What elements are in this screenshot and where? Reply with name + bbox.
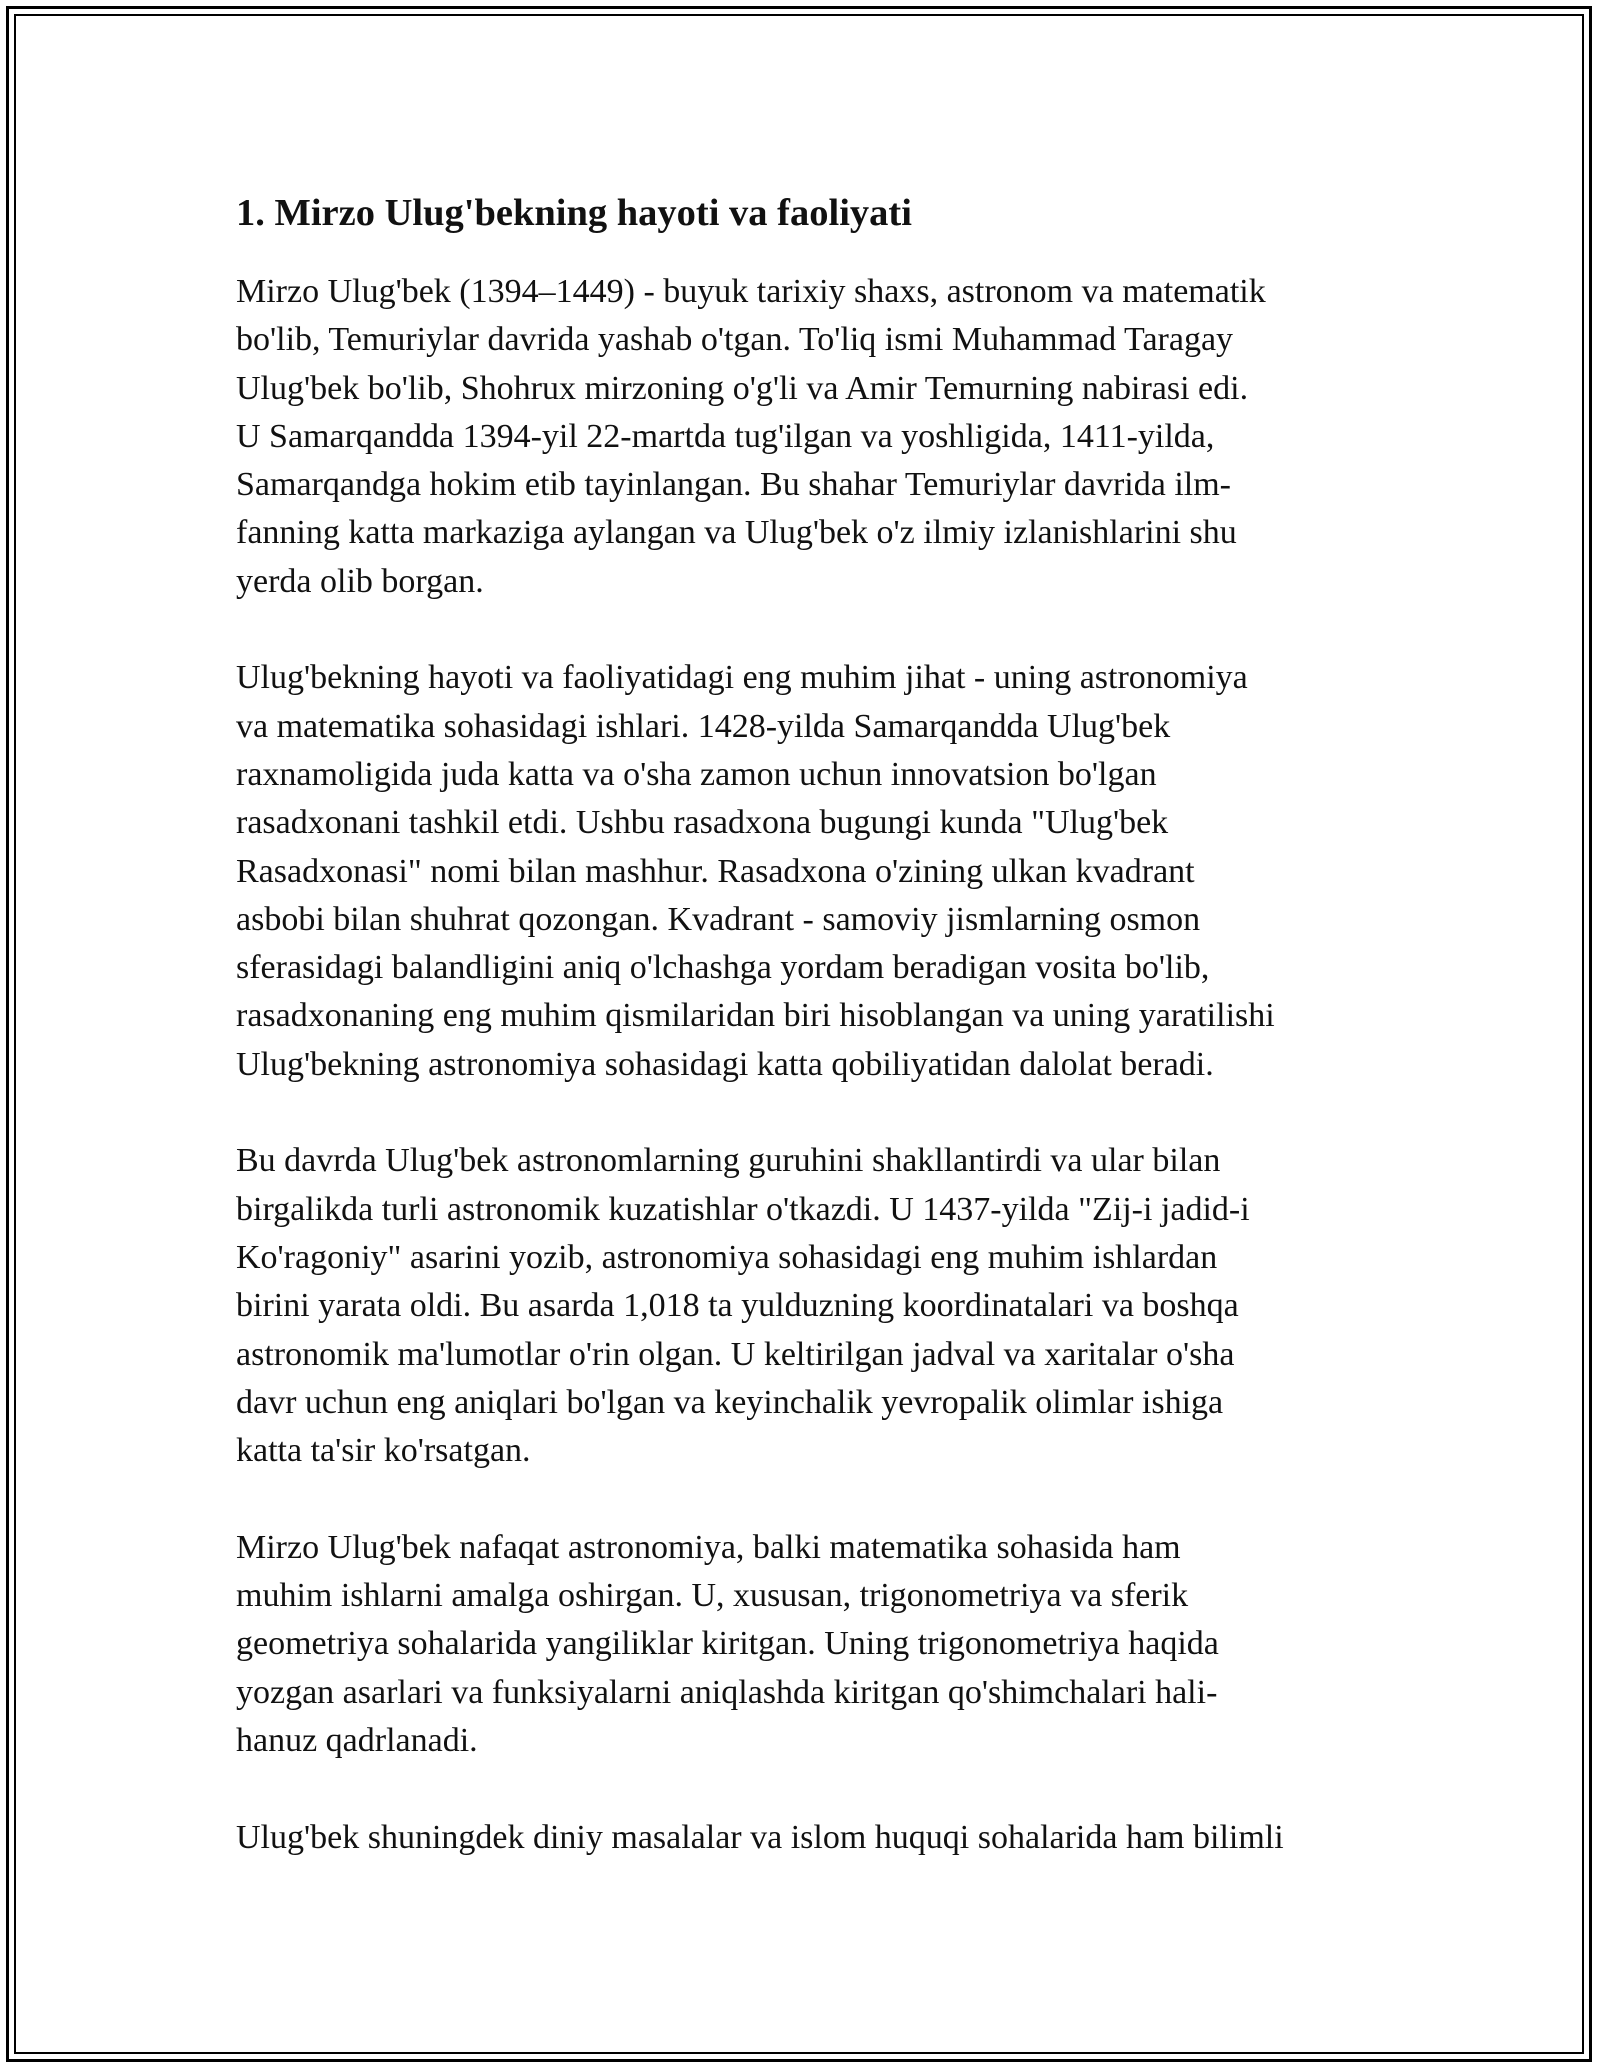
text-line: Ulug'bek shuningdek diniy masalalar va islom huquqi sohalarida ham bilimli bbox=[236, 1818, 1284, 1856]
text-line: Rasadxonasi" nomi bilan mashhur. Rasadxona o'zining ulkan kvadrant bbox=[236, 852, 1195, 890]
text-line: Mirzo Ulug'bek nafaqat astronomiya, balki matematika sohasida ham bbox=[236, 1528, 1181, 1566]
text-line: birini yarata oldi. Bu asarda 1,018 ta yulduzning koordinatalari va boshqa bbox=[236, 1287, 1239, 1325]
text-line: yerda olib borgan. bbox=[236, 562, 484, 600]
text-line: rasadxonaning eng muhim qismilaridan biri hisoblangan va uning yaratilishi bbox=[236, 997, 1275, 1035]
text-line: geometriya sohalarida yangiliklar kiritgan. Uning trigonometriya haqida bbox=[236, 1625, 1219, 1663]
paragraph-spacer bbox=[236, 1475, 1371, 1523]
text-line: va matematika sohasidagi ishlari. 1428-yilda Samarqandda Ulug'bek bbox=[236, 707, 1171, 745]
text-line: davr uchun eng aniqlari bo'lgan va keyinchalik yevropalik olimlar ishiga bbox=[236, 1383, 1224, 1421]
text-line: birgalikda turli astronomik kuzatishlar o'tkazdi. U 1437-yilda "Zij-i jadid-i bbox=[236, 1190, 1250, 1228]
text-line: Bu davrda Ulug'bek astronomlarning guruhini shakllantirdi va ular bilan bbox=[236, 1142, 1221, 1180]
text-line: U Samarqandda 1394-yil 22-martda tug'ilgan va yoshligida, 1411-yilda, bbox=[236, 417, 1215, 455]
paragraph-3 bbox=[236, 1137, 1371, 1475]
text-line: Ulug'bekning astronomiya sohasidagi katta qobiliyatidan dalolat beradi. bbox=[236, 1045, 1214, 1083]
text-line: Ko'ragoniy" asarini yozib, astronomiya sohasidagi eng muhim ishlardan bbox=[236, 1238, 1218, 1276]
paragraph-spacer bbox=[236, 1089, 1371, 1137]
paragraph-spacer bbox=[236, 1765, 1371, 1813]
text-line: asbobi bilan shuhrat qozongan. Kvadrant - samoviy jismlarning osmon bbox=[236, 900, 1201, 938]
document-body bbox=[236, 188, 1371, 1862]
text-line: sferasidagi balandligini aniq o'lchashga yordam beradigan vosita bo'lib, bbox=[236, 949, 1210, 987]
text-line: muhim ishlarni amalga oshirgan. U, xususan, trigonometriya va sferik bbox=[236, 1577, 1189, 1615]
text-line: Mirzo Ulug'bek (1394–1449) - buyuk tarixiy shaxs, astronom va matematik bbox=[236, 273, 1266, 310]
text-line: Samarqandga hokim etib tayinlangan. Bu shahar Temuriylar davrida ilm- bbox=[236, 466, 1231, 504]
paragraph-spacer bbox=[236, 606, 1371, 654]
section-heading: 1. Mirzo Ulug'bekning hayoti va faoliyati bbox=[236, 192, 912, 234]
text-line: Ulug'bek bo'lib, Shohrux mirzoning o'g'li va Amir Temurning nabirasi edi. bbox=[236, 369, 1249, 407]
paragraph-4 bbox=[236, 1524, 1371, 1765]
text-line: astronomik ma'lumotlar o'rin olgan. U keltirilgan jadval va xaritalar o'sha bbox=[236, 1335, 1235, 1373]
paragraph-1 bbox=[236, 268, 1371, 606]
text-line: fanning katta markaziga aylangan va Ulug'bek o'z ilmiy izlanishlarini shu bbox=[236, 514, 1237, 552]
paragraph-5 bbox=[236, 1814, 1371, 1862]
paragraph-2 bbox=[236, 654, 1371, 1089]
text-line: Ulug'bekning hayoti va faoliyatidagi eng muhim jihat - uning astronomiya bbox=[236, 659, 1248, 697]
text-line: yozgan asarlari va funksiyalarni aniqlashda kiritgan qo'shimchalari hali- bbox=[236, 1673, 1218, 1711]
text-line: hanuz qadrlanadi. bbox=[236, 1721, 478, 1759]
text-line: bo'lib, Temuriylar davrida yashab o'tgan. To'liq ismi Muhammad Taragay bbox=[236, 321, 1234, 359]
text-line: raxnamoligida juda katta va o'sha zamon uchun innovatsion bo'lgan bbox=[236, 755, 1157, 793]
text-line: katta ta'sir ko'rsatgan. bbox=[236, 1432, 531, 1470]
text-line: rasadxonani tashkil etdi. Ushbu rasadxona bugungi kunda "Ulug'bek bbox=[236, 804, 1169, 842]
